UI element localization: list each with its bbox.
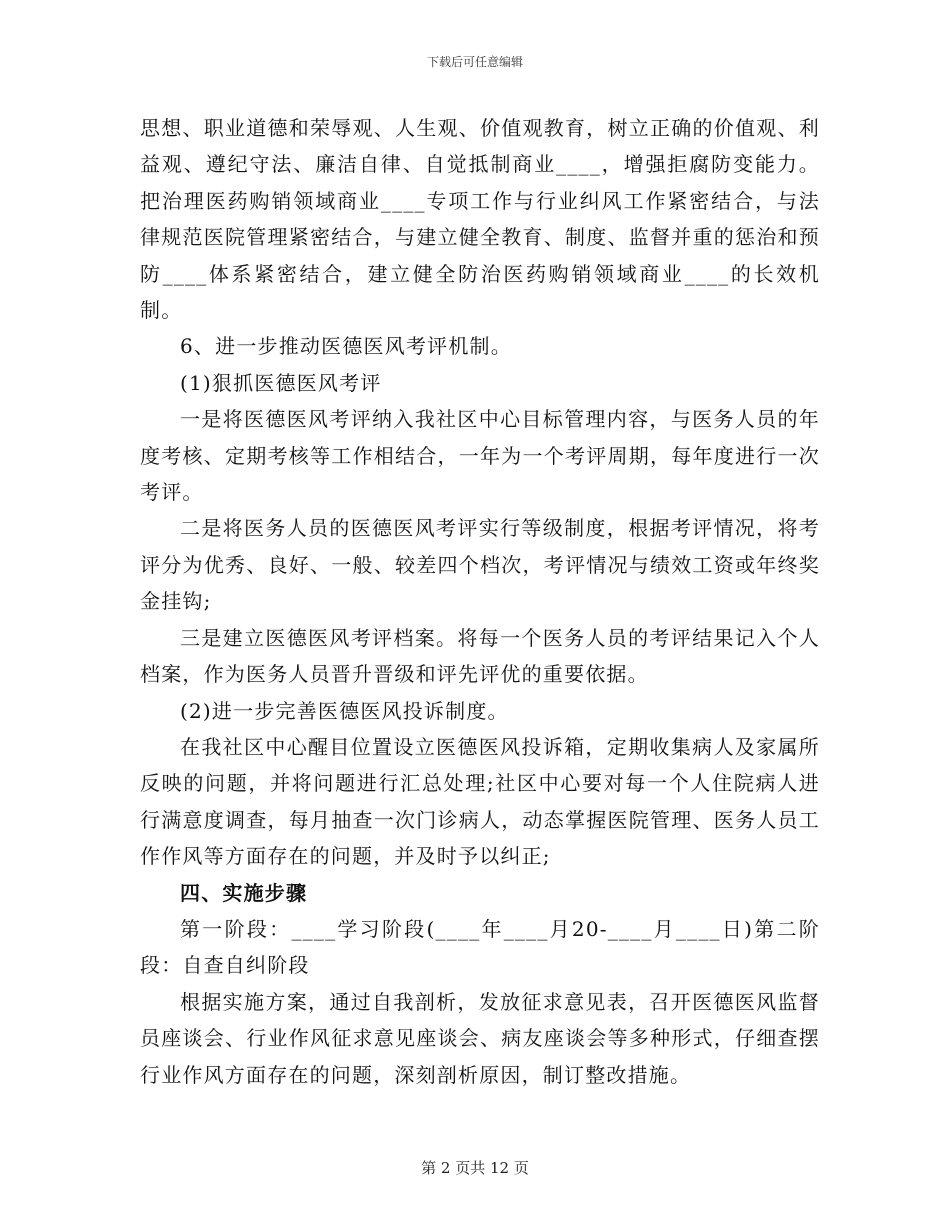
- paragraph-second-point: 二是将医务人员的医德医风考评实行等级制度，根据考评情况，将考评分为优秀、良好、一般、较差四个档次，考评情况与绩效工资或年终奖金挂钩;: [140, 516, 820, 614]
- paragraph-first-point: 一是将医德医风考评纳入我社区中心目标管理内容，与医务人员的年度考核、定期考核等工作相结合，一年为一个考评周期，每年度进行一次考评。: [140, 407, 820, 505]
- page-footer: 第 2 页共 12 页: [421, 1159, 529, 1177]
- document-body: [140, 110, 820, 1093]
- paragraph-implementation: 根据实施方案，通过自我剖析，发放征求意见表，召开医德医风监督员座谈会、行业作风征求意见座谈会、病友座谈会等多种形式，仔细查摆行业作风方面存在的问题，深刻剖析原因，制订整改措施。: [140, 989, 820, 1087]
- subsection-2-heading: (2)进一步完善医德医风投诉制度。: [180, 698, 509, 723]
- section-heading-steps: 四、实施步骤: [180, 880, 308, 905]
- page-header: 下载后可任意编辑: [426, 55, 523, 69]
- section-item-6: 6、进一步推动医德医风考评机制。: [180, 334, 512, 359]
- paragraph-continuation: 思想、职业道德和荣辱观、人生观、价值观教育，树立正确的价值观、利益观、遵纪守法、廉洁自律、自觉抵制商业____，增强拒腐防变能力。把治理医药购销领域商业____专项工作与行业纠风工作紧密结合，与法律规范医院管理紧密结合，与建立健全教育、制度、监督并重的惩治和预防____体系紧密结合，建立健全防治医药购销领域商业____的长效机制。: [140, 116, 820, 323]
- subsection-1-heading: (1)狠抓医德医风考评: [180, 370, 382, 395]
- paragraph-complaint-box: 在我社区中心醒目位置设立医德医风投诉箱，定期收集病人及家属所反映的问题，并将问题进行汇总处理;社区中心要对每一个人住院病人进行满意度调查，每月抽查一次门诊病人，动态掌握医院管理、医务人员工作作风等方面存在的问题，并及时予以纠正;: [140, 734, 820, 869]
- paragraph-phase-one: 第一阶段：____学习阶段(____年____月20-____月____日)第二阶段：自查自纠阶段: [140, 916, 820, 978]
- paragraph-third-point: 三是建立医德医风考评档案。将每一个医务人员的考评结果记入个人档案，作为医务人员晋升晋级和评先评优的重要依据。: [140, 625, 820, 687]
